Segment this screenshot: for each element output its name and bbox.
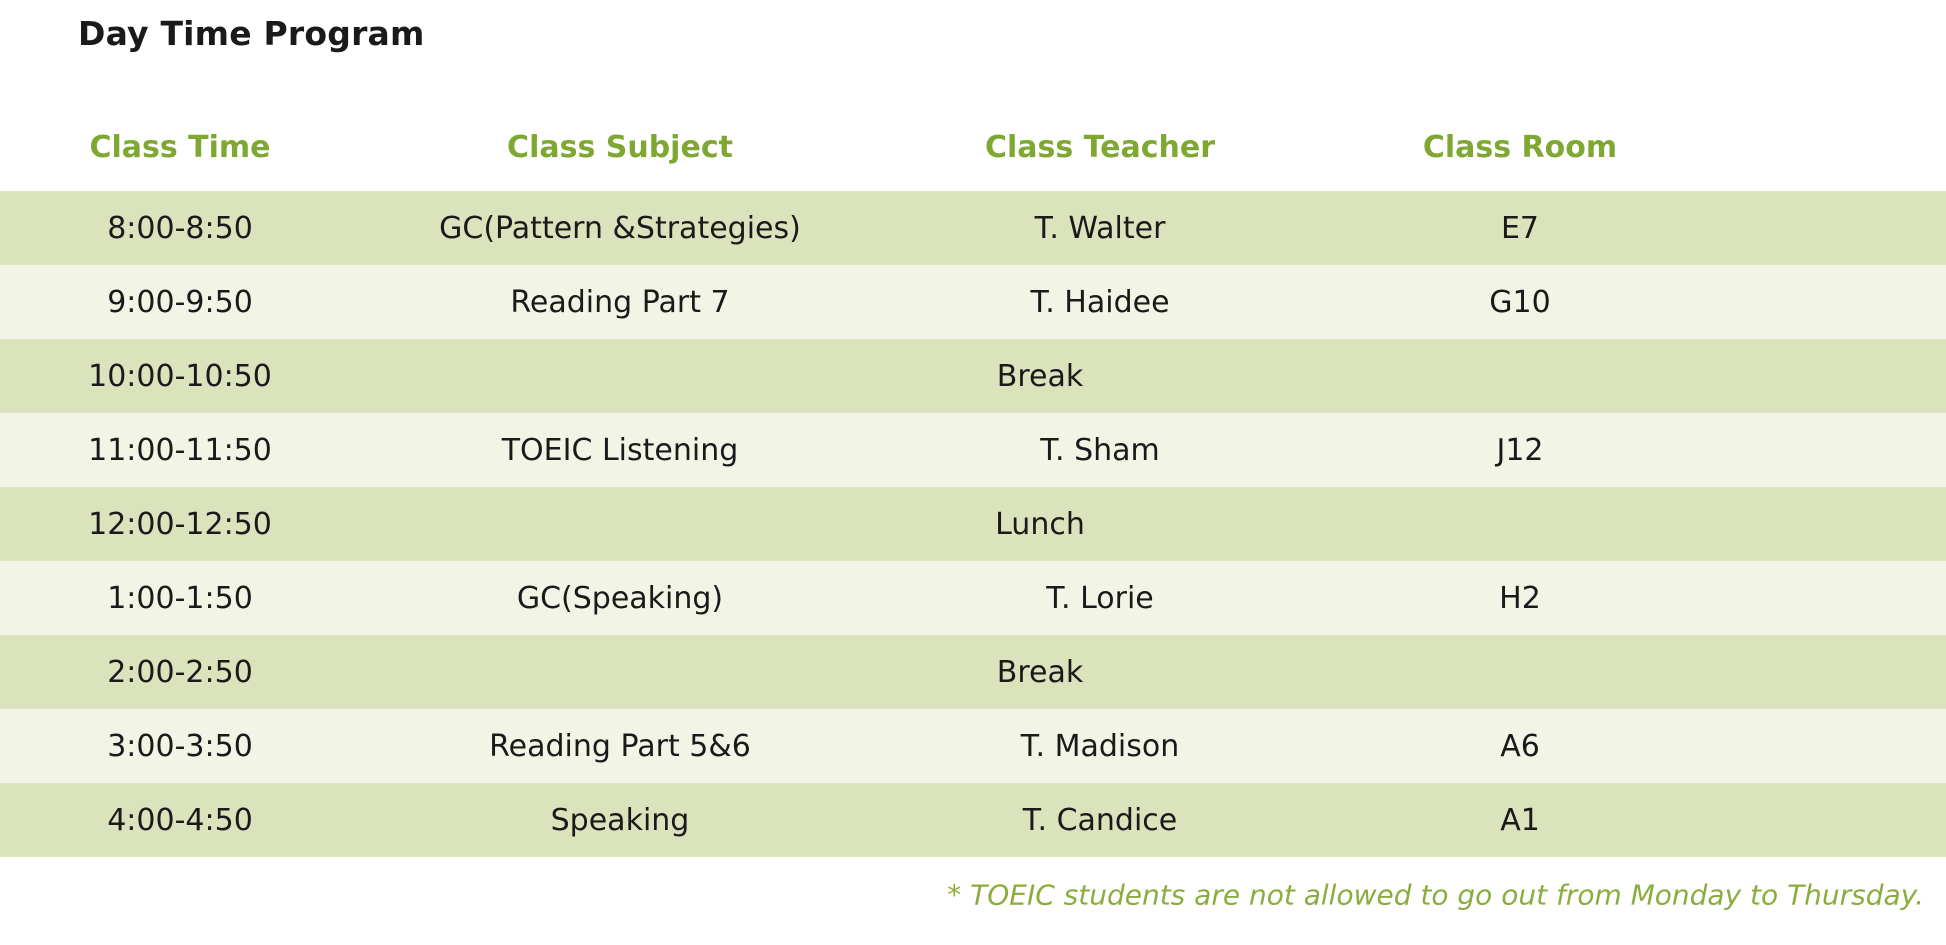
column-header-class-subject: Class Subject: [360, 130, 880, 191]
cell-class-subject: GC(Speaking): [360, 561, 880, 635]
cell-class-time: 9:00-9:50: [0, 265, 360, 339]
cell-class-room: G10: [1320, 265, 1720, 339]
cell-spacer: [1720, 339, 1946, 413]
cell-class-room: H2: [1320, 561, 1720, 635]
cell-class-room: A6: [1320, 709, 1720, 783]
cell-class-room: E7: [1320, 191, 1720, 265]
column-header-class-room: Class Room: [1320, 130, 1720, 191]
table-body: [0, 191, 1946, 857]
cell-break-label: Lunch: [360, 487, 1720, 561]
cell-class-time: 2:00-2:50: [0, 635, 360, 709]
cell-break-label: Break: [360, 635, 1720, 709]
column-header-spacer: [1720, 130, 1946, 191]
cell-class-subject: Reading Part 7: [360, 265, 880, 339]
cell-class-room: A1: [1320, 783, 1720, 857]
cell-spacer: [1720, 561, 1946, 635]
cell-class-subject: Speaking: [360, 783, 880, 857]
cell-spacer: [1720, 783, 1946, 857]
cell-spacer: [1720, 487, 1946, 561]
column-header-class-teacher: Class Teacher: [880, 130, 1320, 191]
schedule-table-container: [0, 130, 1946, 857]
cell-class-teacher: T. Lorie: [880, 561, 1320, 635]
table-row: [0, 413, 1946, 487]
cell-spacer: [1720, 413, 1946, 487]
cell-class-time: 4:00-4:50: [0, 783, 360, 857]
cell-spacer: [1720, 709, 1946, 783]
page-title: Day Time Program: [78, 14, 425, 53]
cell-spacer: [1720, 635, 1946, 709]
cell-class-time: 8:00-8:50: [0, 191, 360, 265]
table-row: [0, 191, 1946, 265]
cell-class-time: 10:00-10:50: [0, 339, 360, 413]
column-header-class-time: Class Time: [0, 130, 360, 191]
cell-class-teacher: T. Madison: [880, 709, 1320, 783]
table-row: [0, 487, 1946, 561]
cell-class-teacher: T. Walter: [880, 191, 1320, 265]
table-row: [0, 339, 1946, 413]
cell-break-label: Break: [360, 339, 1720, 413]
footnote: * TOEIC students are not allowed to go out from Monday to Thursday.: [947, 878, 1924, 912]
cell-class-time: 1:00-1:50: [0, 561, 360, 635]
cell-class-teacher: T. Haidee: [880, 265, 1320, 339]
schedule-table: [0, 130, 1946, 857]
cell-class-time: 11:00-11:50: [0, 413, 360, 487]
cell-class-teacher: T. Sham: [880, 413, 1320, 487]
cell-spacer: [1720, 191, 1946, 265]
cell-class-time: 12:00-12:50: [0, 487, 360, 561]
cell-class-teacher: T. Candice: [880, 783, 1320, 857]
cell-class-subject: Reading Part 5&6: [360, 709, 880, 783]
table-row: [0, 561, 1946, 635]
cell-spacer: [1720, 265, 1946, 339]
cell-class-room: J12: [1320, 413, 1720, 487]
table-header: [0, 130, 1946, 191]
table-row: [0, 709, 1946, 783]
table-header-row: [0, 130, 1946, 191]
cell-class-subject: GC(Pattern &Strategies): [360, 191, 880, 265]
table-row: [0, 265, 1946, 339]
table-row: [0, 783, 1946, 857]
cell-class-subject: TOEIC Listening: [360, 413, 880, 487]
cell-class-time: 3:00-3:50: [0, 709, 360, 783]
table-row: [0, 635, 1946, 709]
